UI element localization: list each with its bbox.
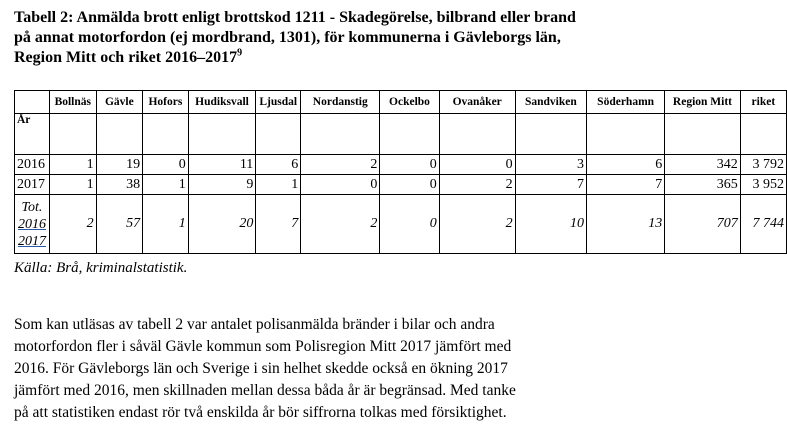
- cell: 342: [665, 155, 740, 175]
- body-paragraph: [14, 314, 634, 424]
- cell: 0: [301, 175, 380, 195]
- cell: 0: [380, 175, 439, 195]
- caption-line-3: [14, 48, 654, 68]
- total-cell: 1: [143, 195, 189, 254]
- cell: 19: [96, 155, 142, 175]
- column-header: Bollnäs: [49, 91, 96, 114]
- cell: 2: [301, 155, 380, 175]
- paragraph-line: jämfört med 2016, men skillnaden mellan dessa båda år är begränsad. Med tanke: [14, 382, 516, 399]
- cell: 11: [188, 155, 256, 175]
- cell: 3: [515, 155, 586, 175]
- caption-line-3-text: Region Mitt och riket 2016–2017: [14, 49, 238, 66]
- total-cell: 10: [515, 195, 586, 254]
- total-cell: 7: [256, 195, 301, 254]
- table-row: [15, 155, 787, 175]
- header-row: [15, 91, 787, 114]
- cell: 1: [143, 175, 189, 195]
- column-header: Ovanåker: [439, 91, 515, 114]
- source-note: Källa: Brå, kriminalstatistik.: [14, 260, 188, 276]
- crime-stats-table: [14, 90, 787, 254]
- row-label: 2017: [15, 175, 50, 195]
- column-header: Söderhamn: [587, 91, 665, 114]
- column-header: Hofors: [143, 91, 189, 114]
- cell: 365: [665, 175, 740, 195]
- total-cell: 2: [301, 195, 380, 254]
- table-caption: [14, 8, 654, 68]
- total-cell: 7 744: [740, 195, 786, 254]
- cell: 3 792: [740, 155, 786, 175]
- total-cell: 707: [665, 195, 740, 254]
- total-label-line-3: 2017: [17, 233, 46, 249]
- cell: 3 952: [740, 175, 786, 195]
- cell: 1: [49, 155, 96, 175]
- cell: 0: [439, 155, 515, 175]
- total-cell: 13: [587, 195, 665, 254]
- cell: 1: [256, 175, 301, 195]
- total-row-label: [15, 195, 50, 254]
- cell: 2: [439, 175, 515, 195]
- table-row: [15, 175, 787, 195]
- column-header: Hudiksvall: [188, 91, 256, 114]
- cell: 6: [256, 155, 301, 175]
- column-header: Nordanstig: [301, 91, 380, 114]
- cell: 6: [587, 155, 665, 175]
- total-cell: 2: [49, 195, 96, 254]
- total-label-line-2: 2016: [17, 216, 46, 232]
- cell: 0: [380, 155, 439, 175]
- total-row: [15, 195, 787, 254]
- cell: 7: [515, 175, 586, 195]
- paragraph-line: Som kan utläsas av tabell 2 var antalet polisanmälda bränder i bilar och andra: [14, 316, 495, 333]
- header-corner: [15, 91, 50, 114]
- caption-line-1: Tabell 2: Anmälda brott enligt brottskod 1211 - Skadegörelse, bilbrand eller brand: [14, 9, 576, 26]
- column-header: Ockelbo: [380, 91, 439, 114]
- cell: 0: [143, 155, 189, 175]
- row-header-label: År: [15, 114, 50, 155]
- total-cell: 20: [188, 195, 256, 254]
- cell: 7: [587, 175, 665, 195]
- cell: 9: [188, 175, 256, 195]
- paragraph-line: motorfordon fler i såväl Gävle kommun som Polisregion Mitt 2017 jämfört med: [14, 338, 512, 355]
- year-label-row: [15, 114, 787, 155]
- caption-line-2: på annat motorfordon (ej mordbrand, 1301), för kommunerna i Gävleborgs län,: [14, 29, 561, 46]
- total-cell: 57: [96, 195, 142, 254]
- total-cell: 0: [380, 195, 439, 254]
- cell: 1: [49, 175, 96, 195]
- column-header: Region Mitt: [665, 91, 740, 114]
- cell: 38: [96, 175, 142, 195]
- row-label: 2016: [15, 155, 50, 175]
- column-header: Ljusdal: [256, 91, 301, 114]
- total-cell: 2: [439, 195, 515, 254]
- total-label-line-1: Tot.: [21, 199, 43, 215]
- paragraph-line: 2016. För Gävleborgs län och Sverige i sin helhet skedde också en ökning 2017: [14, 360, 508, 377]
- column-header: Gävle: [96, 91, 142, 114]
- footnote-ref[interactable]: 9: [237, 47, 243, 59]
- column-header: riket: [740, 91, 786, 114]
- paragraph-line: på att statistiken endast rör två enskilda år bör siffrorna tolkas med försiktighet.: [14, 404, 507, 421]
- column-header: Sandviken: [515, 91, 586, 114]
